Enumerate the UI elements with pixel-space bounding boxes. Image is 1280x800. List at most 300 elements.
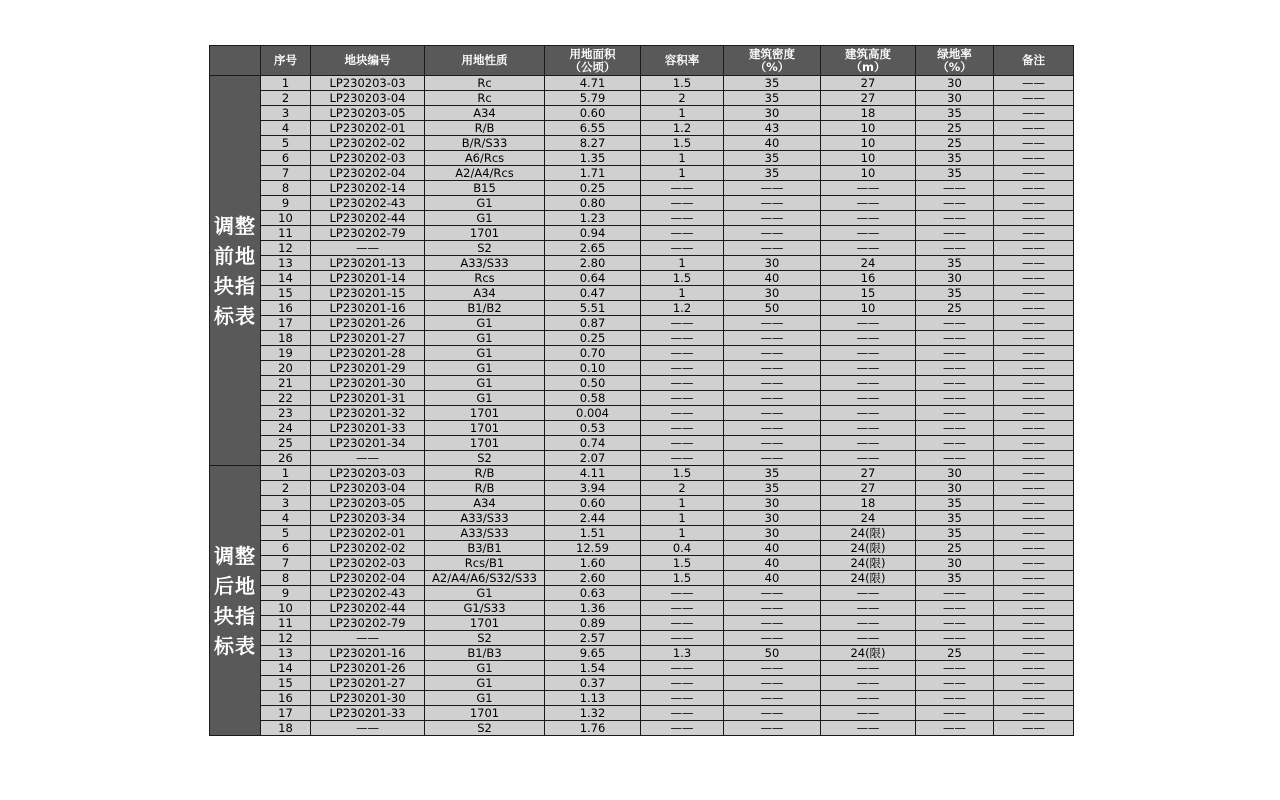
cell-land-use: 1701	[425, 406, 545, 421]
cell-density: 35	[724, 166, 821, 181]
cell-far: ——	[641, 346, 724, 361]
cell-height: ——	[821, 631, 916, 646]
cell-seq: 24	[261, 421, 311, 436]
cell-land-use: 1701	[425, 421, 545, 436]
cell-green-ratio: 30	[916, 481, 994, 496]
cell-height: 10	[821, 121, 916, 136]
cell-far: 1	[641, 526, 724, 541]
cell-block-code: LP230201-29	[311, 361, 425, 376]
cell-area: 0.74	[545, 436, 641, 451]
cell-land-use: Rcs	[425, 271, 545, 286]
table-row	[210, 241, 1074, 256]
table-row	[210, 106, 1074, 121]
cell-density: ——	[724, 436, 821, 451]
cell-area: 0.53	[545, 421, 641, 436]
cell-density: ——	[724, 616, 821, 631]
cell-land-use: 1701	[425, 616, 545, 631]
cell-density: ——	[724, 661, 821, 676]
cell-density: ——	[724, 241, 821, 256]
cell-green-ratio: 35	[916, 496, 994, 511]
cell-density: 35	[724, 466, 821, 481]
cell-height: 15	[821, 286, 916, 301]
cell-area: 4.11	[545, 466, 641, 481]
cell-far: ——	[641, 196, 724, 211]
cell-remarks: ——	[994, 316, 1074, 331]
cell-seq: 6	[261, 541, 311, 556]
cell-green-ratio: 35	[916, 106, 994, 121]
cell-land-use: A34	[425, 286, 545, 301]
cell-block-code: LP230201-33	[311, 706, 425, 721]
header-green-line2: （%）	[937, 59, 972, 74]
cell-land-use: B3/B1	[425, 541, 545, 556]
cell-far: 1	[641, 106, 724, 121]
cell-land-use: G1	[425, 691, 545, 706]
cell-land-use: B1/B2	[425, 301, 545, 316]
cell-far: ——	[641, 616, 724, 631]
cell-density: ——	[724, 226, 821, 241]
cell-height: ——	[821, 406, 916, 421]
cell-height: 10	[821, 166, 916, 181]
table-row	[210, 76, 1074, 91]
group-label-cell	[210, 466, 261, 736]
cell-remarks: ——	[994, 661, 1074, 676]
cell-far: ——	[641, 721, 724, 736]
cell-land-use: A33/S33	[425, 256, 545, 271]
cell-green-ratio: 30	[916, 271, 994, 286]
cell-remarks: ——	[994, 556, 1074, 571]
cell-green-ratio: ——	[916, 691, 994, 706]
cell-green-ratio: ——	[916, 721, 994, 736]
cell-area: 0.70	[545, 346, 641, 361]
cell-far: 1	[641, 286, 724, 301]
cell-remarks: ——	[994, 676, 1074, 691]
header-green-ratio	[916, 46, 994, 76]
cell-remarks: ——	[994, 166, 1074, 181]
cell-height: ——	[821, 586, 916, 601]
cell-remarks: ——	[994, 256, 1074, 271]
cell-area: 0.25	[545, 331, 641, 346]
cell-block-code: LP230201-28	[311, 346, 425, 361]
cell-block-code: ——	[311, 721, 425, 736]
cell-height: ——	[821, 691, 916, 706]
cell-density: ——	[724, 361, 821, 376]
cell-far: 1	[641, 496, 724, 511]
table-body	[210, 76, 1074, 736]
cell-seq: 4	[261, 121, 311, 136]
cell-block-code: LP230201-26	[311, 661, 425, 676]
cell-remarks: ——	[994, 181, 1074, 196]
cell-density: 35	[724, 91, 821, 106]
cell-density: ——	[724, 346, 821, 361]
cell-green-ratio: ——	[916, 631, 994, 646]
cell-far: ——	[641, 661, 724, 676]
cell-far: ——	[641, 406, 724, 421]
cell-seq: 5	[261, 136, 311, 151]
table-row	[210, 631, 1074, 646]
cell-remarks: ——	[994, 91, 1074, 106]
cell-remarks: ——	[994, 121, 1074, 136]
cell-land-use: S2	[425, 721, 545, 736]
cell-seq: 11	[261, 616, 311, 631]
cell-green-ratio: 25	[916, 301, 994, 316]
cell-density: 50	[724, 301, 821, 316]
header-area-line1: 用地面积	[569, 46, 616, 61]
cell-density: ——	[724, 706, 821, 721]
cell-seq: 6	[261, 151, 311, 166]
cell-height: 24(限)	[821, 571, 916, 586]
cell-green-ratio: ——	[916, 316, 994, 331]
cell-remarks: ——	[994, 346, 1074, 361]
cell-seq: 25	[261, 436, 311, 451]
cell-green-ratio: 35	[916, 286, 994, 301]
cell-remarks: ——	[994, 286, 1074, 301]
cell-area: 2.65	[545, 241, 641, 256]
cell-block-code: LP230201-34	[311, 436, 425, 451]
cell-height: 16	[821, 271, 916, 286]
cell-seq: 13	[261, 646, 311, 661]
cell-green-ratio: 30	[916, 91, 994, 106]
cell-remarks: ——	[994, 586, 1074, 601]
cell-area: 0.94	[545, 226, 641, 241]
cell-green-ratio: ——	[916, 436, 994, 451]
cell-land-use: A34	[425, 106, 545, 121]
cell-area: 8.27	[545, 136, 641, 151]
cell-remarks: ——	[994, 631, 1074, 646]
cell-far: ——	[641, 391, 724, 406]
cell-seq: 18	[261, 721, 311, 736]
header-area-line2: （公顷）	[569, 59, 616, 74]
cell-block-code: LP230203-04	[311, 481, 425, 496]
cell-area: 0.47	[545, 286, 641, 301]
cell-density: ——	[724, 406, 821, 421]
cell-far: ——	[641, 631, 724, 646]
cell-remarks: ——	[994, 451, 1074, 466]
cell-far: 1	[641, 151, 724, 166]
cell-area: 2.57	[545, 631, 641, 646]
cell-density: 30	[724, 286, 821, 301]
table-row	[210, 376, 1074, 391]
cell-density: ——	[724, 376, 821, 391]
cell-block-code: LP230202-14	[311, 181, 425, 196]
cell-block-code: ——	[311, 451, 425, 466]
cell-density: ——	[724, 391, 821, 406]
cell-height: 10	[821, 301, 916, 316]
cell-block-code: LP230201-30	[311, 376, 425, 391]
cell-land-use: B1/B3	[425, 646, 545, 661]
table-row	[210, 496, 1074, 511]
cell-land-use: A2/A4/A6/S32/S33	[425, 571, 545, 586]
cell-block-code: LP230202-44	[311, 601, 425, 616]
cell-block-code: LP230202-43	[311, 586, 425, 601]
cell-far: 1.5	[641, 466, 724, 481]
cell-seq: 18	[261, 331, 311, 346]
table-row	[210, 541, 1074, 556]
cell-block-code: LP230201-16	[311, 301, 425, 316]
group-title: 调整前地块指标表	[214, 213, 256, 328]
cell-far: ——	[641, 211, 724, 226]
cell-block-code: LP230202-01	[311, 526, 425, 541]
cell-far: ——	[641, 676, 724, 691]
cell-remarks: ——	[994, 541, 1074, 556]
cell-green-ratio: ——	[916, 661, 994, 676]
cell-height: 24(限)	[821, 541, 916, 556]
cell-far: ——	[641, 451, 724, 466]
cell-area: 0.25	[545, 181, 641, 196]
cell-remarks: ——	[994, 481, 1074, 496]
cell-seq: 10	[261, 211, 311, 226]
cell-area: 12.59	[545, 541, 641, 556]
table-row	[210, 691, 1074, 706]
cell-block-code: ——	[311, 241, 425, 256]
cell-block-code: LP230203-05	[311, 106, 425, 121]
cell-land-use: G1	[425, 676, 545, 691]
cell-land-use: G1	[425, 376, 545, 391]
cell-height: 10	[821, 136, 916, 151]
cell-density: 40	[724, 571, 821, 586]
cell-density: ——	[724, 631, 821, 646]
cell-green-ratio: 25	[916, 541, 994, 556]
table-row	[210, 586, 1074, 601]
table-row	[210, 706, 1074, 721]
cell-land-use: S2	[425, 631, 545, 646]
table-row	[210, 331, 1074, 346]
cell-green-ratio: 25	[916, 646, 994, 661]
cell-far: 2	[641, 91, 724, 106]
cell-area: 1.60	[545, 556, 641, 571]
cell-height: ——	[821, 436, 916, 451]
table-row	[210, 211, 1074, 226]
header-height	[821, 46, 916, 76]
cell-height: ——	[821, 346, 916, 361]
header-far: 容积率	[641, 46, 724, 76]
table-row	[210, 616, 1074, 631]
cell-green-ratio: ——	[916, 586, 994, 601]
cell-area: 0.64	[545, 271, 641, 286]
cell-seq: 22	[261, 391, 311, 406]
table-row	[210, 121, 1074, 136]
table-row	[210, 481, 1074, 496]
cell-height: 24	[821, 511, 916, 526]
cell-height: 24(限)	[821, 526, 916, 541]
table-row	[210, 361, 1074, 376]
cell-far: 1.5	[641, 271, 724, 286]
cell-land-use: G1/S33	[425, 601, 545, 616]
table-row	[210, 316, 1074, 331]
table-row	[210, 136, 1074, 151]
cell-far: ——	[641, 706, 724, 721]
header-block-code: 地块编号	[311, 46, 425, 76]
table-row	[210, 391, 1074, 406]
cell-land-use: G1	[425, 316, 545, 331]
cell-density: ——	[724, 196, 821, 211]
cell-area: 0.80	[545, 196, 641, 211]
cell-density: ——	[724, 451, 821, 466]
cell-block-code: ——	[311, 631, 425, 646]
cell-area: 9.65	[545, 646, 641, 661]
header-seq: 序号	[261, 46, 311, 76]
cell-green-ratio: 30	[916, 556, 994, 571]
cell-height: ——	[821, 211, 916, 226]
cell-seq: 10	[261, 601, 311, 616]
cell-green-ratio: ——	[916, 391, 994, 406]
cell-remarks: ——	[994, 436, 1074, 451]
cell-seq: 9	[261, 196, 311, 211]
cell-height: 27	[821, 91, 916, 106]
cell-remarks: ——	[994, 241, 1074, 256]
cell-green-ratio: ——	[916, 376, 994, 391]
cell-land-use: S2	[425, 241, 545, 256]
cell-green-ratio: ——	[916, 196, 994, 211]
cell-area: 1.23	[545, 211, 641, 226]
cell-seq: 19	[261, 346, 311, 361]
cell-area: 1.13	[545, 691, 641, 706]
cell-block-code: LP230201-32	[311, 406, 425, 421]
cell-far: ——	[641, 691, 724, 706]
cell-block-code: LP230201-27	[311, 676, 425, 691]
cell-area: 0.87	[545, 316, 641, 331]
cell-green-ratio: 35	[916, 571, 994, 586]
cell-far: 1.5	[641, 571, 724, 586]
cell-green-ratio: ——	[916, 331, 994, 346]
cell-land-use: G1	[425, 391, 545, 406]
cell-area: 2.80	[545, 256, 641, 271]
cell-density: ——	[724, 181, 821, 196]
cell-green-ratio: ——	[916, 601, 994, 616]
cell-far: 1.3	[641, 646, 724, 661]
header-density	[724, 46, 821, 76]
cell-seq: 14	[261, 271, 311, 286]
cell-block-code: LP230201-13	[311, 256, 425, 271]
cell-green-ratio: ——	[916, 706, 994, 721]
cell-far: ——	[641, 586, 724, 601]
cell-land-use: A33/S33	[425, 511, 545, 526]
cell-seq: 7	[261, 556, 311, 571]
cell-remarks: ——	[994, 526, 1074, 541]
table-row	[210, 526, 1074, 541]
cell-land-use: B15	[425, 181, 545, 196]
cell-density: ——	[724, 676, 821, 691]
cell-remarks: ——	[994, 331, 1074, 346]
cell-area: 1.71	[545, 166, 641, 181]
table-row	[210, 556, 1074, 571]
cell-remarks: ——	[994, 421, 1074, 436]
cell-land-use: Rc	[425, 91, 545, 106]
cell-density: 30	[724, 496, 821, 511]
cell-remarks: ——	[994, 301, 1074, 316]
cell-remarks: ——	[994, 646, 1074, 661]
cell-far: 1	[641, 256, 724, 271]
cell-height: 27	[821, 481, 916, 496]
cell-seq: 2	[261, 481, 311, 496]
cell-density: 50	[724, 646, 821, 661]
cell-far: ——	[641, 376, 724, 391]
cell-block-code: LP230202-79	[311, 616, 425, 631]
cell-density: 40	[724, 556, 821, 571]
cell-seq: 13	[261, 256, 311, 271]
cell-area: 0.50	[545, 376, 641, 391]
table-row	[210, 226, 1074, 241]
cell-area: 1.54	[545, 661, 641, 676]
cell-seq: 12	[261, 241, 311, 256]
cell-green-ratio: 25	[916, 121, 994, 136]
cell-block-code: LP230201-16	[311, 646, 425, 661]
cell-area: 0.60	[545, 496, 641, 511]
cell-land-use: Rc	[425, 76, 545, 91]
table-row	[210, 601, 1074, 616]
header-area	[545, 46, 641, 76]
header-green-line1: 绿地率	[937, 46, 972, 61]
cell-block-code: LP230203-03	[311, 466, 425, 481]
cell-height: ——	[821, 676, 916, 691]
cell-land-use: G1	[425, 211, 545, 226]
cell-density: ——	[724, 211, 821, 226]
cell-area: 0.10	[545, 361, 641, 376]
table-row	[210, 571, 1074, 586]
table-row	[210, 301, 1074, 316]
cell-green-ratio: ——	[916, 241, 994, 256]
cell-height: ——	[821, 331, 916, 346]
cell-green-ratio: 35	[916, 511, 994, 526]
cell-block-code: LP230201-27	[311, 331, 425, 346]
cell-density: ——	[724, 721, 821, 736]
cell-height: 27	[821, 466, 916, 481]
cell-far: ——	[641, 241, 724, 256]
cell-height: 27	[821, 76, 916, 91]
cell-land-use: Rcs/B1	[425, 556, 545, 571]
cell-density: 40	[724, 136, 821, 151]
land-use-index-table	[209, 45, 1074, 736]
cell-block-code: LP230201-26	[311, 316, 425, 331]
cell-block-code: LP230201-33	[311, 421, 425, 436]
cell-remarks: ——	[994, 136, 1074, 151]
cell-area: 1.35	[545, 151, 641, 166]
cell-area: 0.60	[545, 106, 641, 121]
cell-green-ratio: 35	[916, 256, 994, 271]
cell-block-code: LP230203-34	[311, 511, 425, 526]
cell-area: 5.51	[545, 301, 641, 316]
cell-density: 30	[724, 526, 821, 541]
cell-green-ratio: ——	[916, 361, 994, 376]
cell-far: ——	[641, 226, 724, 241]
header-height-line1: 建筑高度	[845, 46, 891, 61]
cell-remarks: ——	[994, 196, 1074, 211]
cell-density: ——	[724, 316, 821, 331]
table-row	[210, 436, 1074, 451]
cell-seq: 23	[261, 406, 311, 421]
cell-land-use: G1	[425, 586, 545, 601]
cell-seq: 15	[261, 286, 311, 301]
table-row	[210, 406, 1074, 421]
cell-area: 1.32	[545, 706, 641, 721]
cell-far: 1.5	[641, 76, 724, 91]
cell-remarks: ——	[994, 211, 1074, 226]
cell-land-use: R/B	[425, 481, 545, 496]
cell-land-use: B/R/S33	[425, 136, 545, 151]
header-corner	[210, 46, 261, 76]
cell-height: ——	[821, 616, 916, 631]
cell-height: ——	[821, 316, 916, 331]
header-remarks: 备注	[994, 46, 1074, 76]
cell-height: 24(限)	[821, 646, 916, 661]
cell-land-use: R/B	[425, 466, 545, 481]
cell-remarks: ——	[994, 391, 1074, 406]
cell-density: 43	[724, 121, 821, 136]
cell-density: ——	[724, 421, 821, 436]
cell-seq: 8	[261, 571, 311, 586]
cell-far: 1.5	[641, 136, 724, 151]
cell-density: 35	[724, 151, 821, 166]
cell-green-ratio: 35	[916, 166, 994, 181]
